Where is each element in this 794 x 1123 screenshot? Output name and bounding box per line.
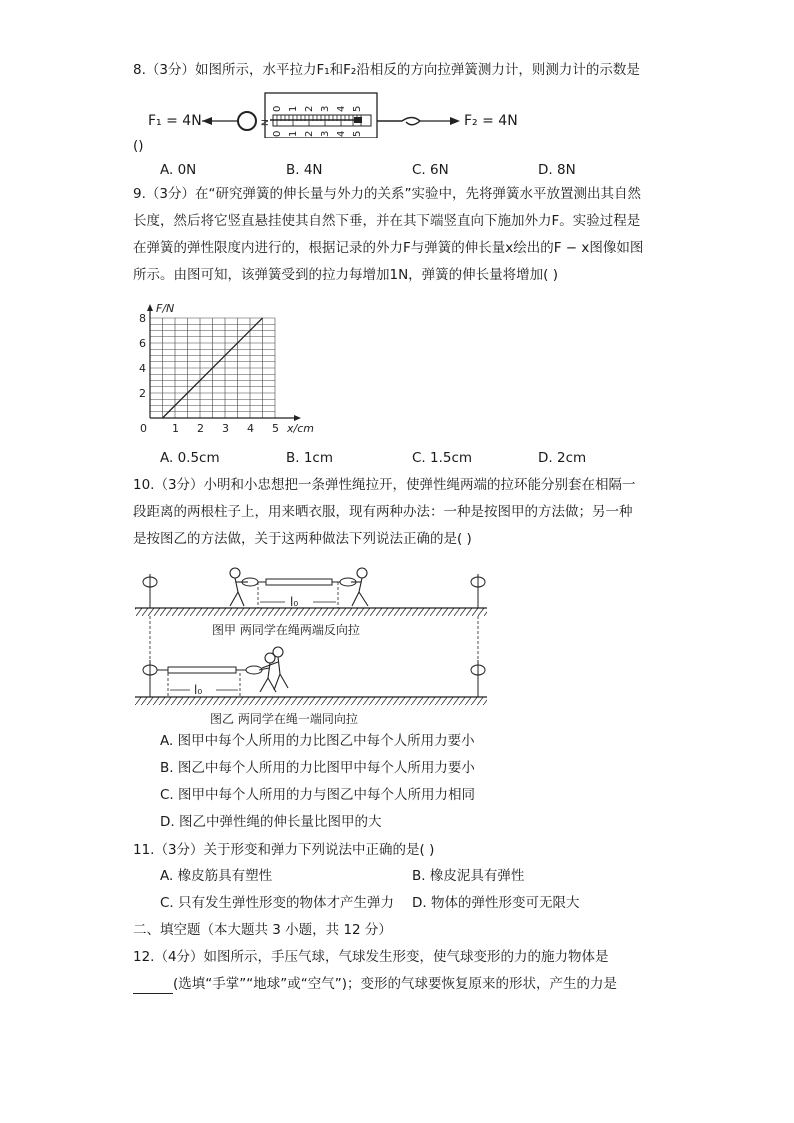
q10-option-b[interactable]: B. 图乙中每个人所用的力比图甲中每个人所用力要小	[160, 760, 475, 776]
y-tick-label: 8	[139, 312, 146, 325]
q10-option-a[interactable]: A. 图甲中每个人所用的力比图乙中每个人所用力要小	[160, 733, 475, 749]
x-tick-label: 5	[272, 422, 279, 435]
q8-option-a[interactable]: A. 0N	[160, 162, 197, 178]
q9-stem-line2: 长度，然后将它竖直悬挂使其自然下垂，并在其下端竖直向下施加外力F。实验过程是	[133, 213, 641, 229]
chart-axes	[147, 304, 301, 421]
scale-top-2: 2	[304, 105, 315, 112]
q8-stem-line1: 8.（3分）如图所示，水平拉力F₁和F₂沿相反的方向拉弹簧测力计，则测力计的示数是	[133, 62, 640, 78]
x-tick-label: 1	[172, 422, 179, 435]
post-icon	[471, 660, 485, 697]
y-tick-label: 2	[139, 387, 146, 400]
scale-bottom-4: 4	[336, 130, 347, 137]
x-axis-label: x/cm	[287, 422, 314, 435]
fig1-caption: 图甲 两同学在绳两端反向拉	[212, 623, 360, 637]
q10-option-c[interactable]: C. 图甲中每个人所用的力与图乙中每个人所用力相同	[160, 787, 476, 803]
fig2-caption: 图乙 两同学在绳一端同向拉	[210, 712, 358, 726]
scale-unit-n: N	[261, 119, 271, 126]
q9-stem-line3: 在弹簧的弹性限度内进行的，根据记录的外力F与弹簧的伸长量x绘出的F − x图像如图	[133, 240, 644, 256]
origin-label: 0	[140, 422, 147, 435]
q9-option-c[interactable]: C. 1.5cm	[412, 450, 473, 466]
person-icon	[351, 568, 368, 606]
scale-top-0: 0	[272, 105, 283, 112]
scale-bottom-3: 3	[320, 130, 331, 137]
force-f2-label: F₂ = 4N	[464, 113, 518, 129]
q9-option-d[interactable]: D. 2cm	[538, 450, 587, 466]
fx-chart	[130, 296, 330, 444]
q8-option-b[interactable]: B. 4N	[286, 162, 323, 178]
person-icon	[230, 568, 248, 606]
q8-option-d[interactable]: D. 8N	[538, 162, 576, 178]
q12-stem-line1: 12.（4分）如图所示，手压气球，气球发生形变，使气球变形的力的施力物体是	[133, 949, 609, 965]
q10-option-d[interactable]: D. 图乙中弹性绳的伸长量比图甲的大	[160, 814, 382, 830]
scale-bottom-1: 1	[288, 130, 299, 137]
scale-top-5: 5	[352, 105, 363, 112]
q8-stem-line2: ()	[133, 138, 144, 154]
post-icon	[471, 574, 485, 608]
scale-bottom-0: 0	[272, 130, 283, 137]
scale-top-3: 3	[320, 105, 331, 112]
scale-top-1: 1	[288, 105, 299, 112]
answer-blank[interactable]	[133, 979, 173, 994]
q10-stem-line1: 10.（3分）小明和小忠想把一条弹性绳拉开，使弹性绳两端的拉环能分别套在相隔一	[133, 477, 636, 493]
post-icon	[143, 574, 157, 608]
force-f1-label: F₁ = 4N	[148, 113, 202, 129]
y-axis-arrow	[147, 304, 153, 311]
rope-pulling-figure	[130, 560, 500, 730]
q12-stem-line2-text: (选填“手掌”“地球”或“空气”)；变形的气球要恢复原来的形状，产生的力是	[173, 976, 617, 992]
scale-bottom-2: 2	[304, 130, 315, 137]
person-icon	[259, 653, 276, 692]
scale-top-4: 4	[336, 105, 347, 112]
q9-option-b[interactable]: B. 1cm	[286, 450, 334, 466]
x-tick-label: 4	[247, 422, 254, 435]
q11-option-c[interactable]: C. 只有发生弹性形变的物体才产生弹力	[160, 895, 395, 911]
q11-option-d[interactable]: D. 物体的弹性形变可无限大	[412, 895, 580, 911]
x-axis-arrow	[294, 415, 301, 421]
y-tick-label: 6	[139, 337, 146, 350]
l0-label: l₀	[290, 595, 299, 609]
x-tick-label: 2	[197, 422, 204, 435]
q8-option-c[interactable]: C. 6N	[412, 162, 449, 178]
y-tick-label: 4	[139, 362, 146, 375]
scale-bottom-5: 5	[352, 130, 363, 137]
q11-stem-line1: 11.（3分）关于形变和弹力下列说法中正确的是( )	[133, 842, 435, 858]
q12-stem-line2	[133, 974, 617, 994]
l0-label: l₀	[194, 683, 203, 697]
y-axis-label: F/N	[156, 302, 175, 315]
q10-stem-line3: 是按图乙的方法做，关于这两种做法下列说法正确的是( )	[133, 531, 472, 547]
section-2-title: 二、填空题（本大题共 3 小题，共 12 分）	[133, 922, 392, 938]
q9-option-a[interactable]: A. 0.5cm	[160, 450, 220, 466]
q11-option-b[interactable]: B. 橡皮泥具有弹性	[412, 868, 525, 884]
q9-stem-line1: 9.（3分）在“研究弹簧的伸长量与外力的关系”实验中，先将弹簧水平放置测出其自然	[133, 186, 641, 202]
x-tick-label: 3	[222, 422, 229, 435]
post-icon	[143, 660, 157, 697]
q10-stem-line2: 段距离的两根柱子上，用来晒衣服，现有两种办法：一种是按图甲的方法做；另一种	[133, 504, 633, 520]
q11-option-a[interactable]: A. 橡皮筋具有塑性	[160, 868, 273, 884]
q9-stem-line4: 所示。由图可知，该弹簧受到的拉力每增加1N，弹簧的伸长量将增加( )	[133, 267, 559, 283]
